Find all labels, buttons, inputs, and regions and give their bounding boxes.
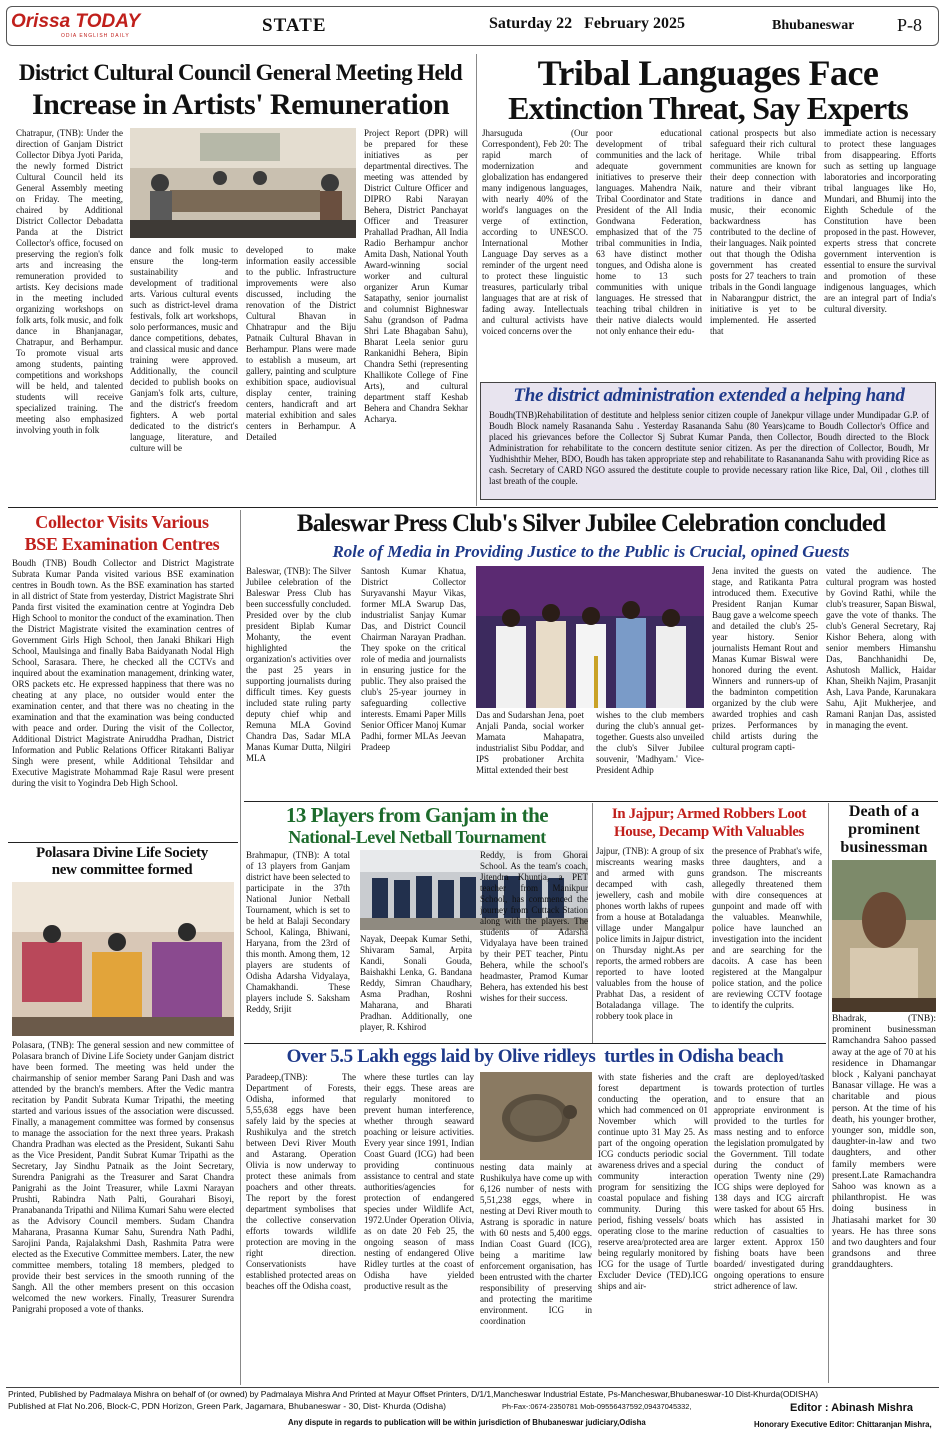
art8-headline1: In Jajpur; Armed Robbers Loot: [611, 806, 807, 822]
divider-left-vertical: [240, 510, 241, 1385]
art7-headline2: National-Level Netball Tournament: [288, 827, 546, 847]
art6-subhead: Role of Media in Providing Justice to the Public is Crucial, opined Guests: [332, 542, 850, 561]
art6-col5: Jena invited the guests on stage, and Ratikanta Patra introduced them. Executive President Ranjan Kumar Baug gave a welcome speech and detailed the club's 25-year history. Senior journalists Hemant Rout and Manas Kumar Biswal were honored during the event. Winners and runners-up of the badminton competition organized by the club were awarded trophies and cash prizes. Performances by child artists during the cultural program capti-: [712, 566, 818, 752]
footer-exec-editor: Honorary Executive Editor: Chittaranjan Mishra,: [754, 1420, 932, 1429]
art6-col1: Baleswar, (TNB): The Silver Jubilee celebration of the Baleswar Press Club has been successfully concluded. Presided over by the club president Biplab Kumar Mohanty, the event highlighted the organization's activities over the past 25 years in supporting journalists during difficult times. Key guests included state ruling party deputy chief whip and Remuna MLA Govind Chandra Das, Sadar MLA Manas Kumar Dutta, Nilgiri MLA: [246, 566, 351, 763]
art8-col1: Jajpur, (TNB): A group of six miscreants wearing masks and armed with guns decamped with cash, jewellery, cash and mobile phones worth lakhs of rupees from a house at Botaladanga village under Mangalpur police limits in Jajpur district, on Thursday night.As per reports, the armed robbers are reported to have looted valuables from the house of Prabhat Das, a resident of Botaladanga village. The robbery took place in: [596, 846, 704, 1021]
divider-lower: [244, 1043, 826, 1044]
art10-col1: Paradeep,(TNB): The Department of Forests, Odisha, informed that 5,55,638 eggs have been safely laid by the species at Rushikulya and the stretch between Devi River Mouth and Astarang. Operation Olivia is now underway to protect these animals from poachers and other threats. The report by the forest department symbolises that the collective conservation efforts towards wildlife protection are moving in the right direction. Conservationists have established protected areas on beaches off the Odisha coast,: [246, 1072, 356, 1291]
art10-col5: craft are deployed/tasked towards protection of turtles and to ensure that an appropriate environment is provided to the turtles for mass nesting and to enforce the legislation promulgated by the Government. Till todate during the conduct of operation Twenty nine (29) ICG ships were deployed for 138 days and ICG aircraft were tasked for about 65 Hrs. which has assisted in reduction of casualties to larger extent. Approx 150 fishing boats have been boarded/ investigated during ongoing operations to ensure strict adherence of law.: [714, 1072, 824, 1291]
art1-col1: Chatrapur, (TNB): Under the direction of Ganjam District Collector Dibya Jyoti Parida, the newly formed District Cultural Council held its General Assembly meeting on Friday. The meeting, chaired by Additional District Collector Debadatta Panda at the District Collector's office, focused on preserving the region's folk arts and increasing the remuneration provided to artists. Key decisions made in the meeting included organizing workshops on folk arts, folk music, and folk dance in Bhanjanagar, Chatrapur, and Berhampur. To promote visual arts among students, painting competitions and workshops will be held, and talented students will receive specialized training. The meeting also emphasized involving youth in folk: [16, 128, 123, 435]
art6-col2: Santosh Kumar Khatua, District Collector Suryavanshi Mayur Vikas, former MLA Swarup Das, industrialist Sanjay Kumar Das, and District Council Chairman Narayan Pradhan. They spoke on the critical role of media and journalists in ensuring justice for the public. They also praised the club's 25-year journey in safeguarding collective interests. Emami Paper Mills Senior Officer Manoj Kumar Padhi, former MLAs Jeevan Pradeep: [361, 566, 466, 752]
art2-col1: Jharsuguda (Our Correspondent), Feb 20: The rapid march of modernization and globalization has endangered many indigenous languages, with nearly 40% of the world's languages on the verge of extinction, according to UNESCO. International Mother Language Day serves as a reminder of the urgent need to protect these linguistic treasures, particularly tribal languages that are at risk of fading away. Intellectuals and cultural activists have voiced concerns over the: [482, 128, 588, 336]
art9-photo: [832, 860, 936, 1012]
art6-headline: Baleswar Press Club's Silver Jubilee Celebration concluded: [296, 510, 886, 537]
art5-photo: [12, 882, 234, 1036]
art3-box: [480, 382, 936, 500]
art2-col2: poor educational development of tribal communities and the lack of adequate government initiatives to preserve their languages. Mahendra Naik, Tribal Coordinator and State President of the All India Gondwana Federation, emphasized that of the 75 tribal communities in India, 63 have distinct mother tongues, and Odisha alone is home to 13 such communities with unique languages. He stressed that teaching tribal children in their native dialects would not only enhance their edu-: [596, 128, 702, 336]
art8-headline2: House, Decamp With Valuables: [614, 824, 804, 840]
divider-top-vertical: [476, 54, 477, 506]
art2-headline2: Extinction Threat, Say Experts: [508, 90, 908, 126]
divider-middle: [244, 801, 938, 802]
art10-col4: with state fisheries and the forest department is conducting the operation, which had commenced on 01 November which will continue upto 31 May 25. As part of the ongoing operation ICG conducts periodic social awareness drives and a special community interaction program for sensitizing the coastal populace and fishing community. During this period, fishing vessels/ boats operating close to the marine reserve area/protected area are being regularly monitored by ICG for the usage of Turtle Excluder Device (TED).ICG ships and air-: [598, 1072, 708, 1291]
art3-headline: The district administration extended a helping hand: [513, 385, 905, 406]
art5-headline2: new committee formed: [51, 862, 193, 878]
art1-col3: developed to make information easily accessible to the public. Infrastructure improvements were also discussed, including the renovation of the District Cultural Bhavan in Chhatrapur and the Biju Patnaik Cultural Bhavan in Berhampur. Plans were made to establish a museum, art gallery, painting and sculpture exhibition space, audiovisual display center, training centers, handicraft and art material exhibition and sales centers in Berhampur. A Detailed: [246, 245, 356, 442]
art3-body: Boudh(TNB)Rehabilitation of destitute and helpless senior citizen couple of Janekpur village under Mundipadar G.P. of Boudh Block namely Rasananda Sahu . Yesterday Rasananda Sahu (80 Years)came to Boudh Collector's Office and placed his grievances before the Collector Sj Subrat Kumar Panda, then Collector, Boudh directed to the Block Administration for rehabilitate to the concern destitute senior citizen. As per the direction of Collector, Boudh, Mr Yudhishthir Meher, BDO, Boudh has taken appropriate step and rehabilitate to Rasanananda Sahu with providing Rice as cash. Secretary of CARD NGO assured the destitute couple to provide necessary ration like Rice, Dal, Oil , clothes till last breath of the couple.: [489, 410, 929, 486]
art5-headline1: Polasara Divine Life Society: [36, 845, 208, 861]
art8-col2: the presence of Prabhat's wife, three daughters, and a grandson. The miscreants allegedly threatened them with dire consequences at gunpoint and made off with the valuables. Meanwhile, police have launched an investigation into the incident and are searching for the dacoits. A case has been registered at the Mangalpur police station, and the police are reviewing CCTV footage to identify the culprits.: [712, 846, 822, 1010]
art7-col2: Nayak, Deepak Kumar Sethi, Shivaram Samal, Arpita Kandi, Sonali Gouda, Baishakhi Lenka, G. Bandana Reddy, Simran Chaudhary, Asma Pradhan, Roshni Maharana, and Bharati Pradhan. Additionally, one player, R. Kshirod: [360, 934, 472, 1032]
art1-col2: dance and folk music to ensure the long-term sustainability and development of traditional arts. Various cultural events such as district-level drama festivals, folk art workshops, solo performances, music and dance competitions, debates, and classical music and dance training were approved. Additionally, the council decided to publish books on Ganjam's folk arts, culture, and the district's freedom fighters. A web portal dedicated to the district's language, literature, and culture will be: [130, 245, 238, 453]
art4-body: Boudh (TNB) Boudh Collector and District Magistrate Subrata Kumar Panda visited various BSE examination centres in Boudh town. As the BSE examination has started in all district of State from yesterday, District Magistrate Shri Panda first visited the examination centre at Yogindra Deb High School to monitor the conduct of the examination. Then the District Magistrate visited the examination centres of Government Girls High School, then Janaki Bhikari High School, Maulsinga and finally Baba Baidyanath Nodal High School, Sarasara. There, he checked all the CCTVs and inquired about the examination management, drinking water, ORS packets etc. He expressed happiness that there was no cheating at any place, no outsider would enter the examination center, and that there was no cheating in the examination and that the examination was being conducted with peace and order. During the visit of the Collector, Additional District Magistrate Aniruddha Pradhan, District Information and Public Relations Officer Ritakanti Baliyar Singh were present, while Additional Tehsildar and Executive Magistrate Mohammad Raje Rasul were present during the visit to Yogindra Deb High School.: [12, 558, 234, 788]
logo-text: Orissa TODAY: [11, 11, 141, 32]
art4-headline1: Collector Visits Various: [35, 512, 209, 532]
art5-body: Polasara, (TNB): The general session and new committee of Polasara branch of Divine Life Society under Ganjam district have been formed. The meeting was held under the chairmanship of senior member Sarang Pani Dash and was attended by the branch's members. After the Vedic mantra recitation by Pandit Subrata Kumar Tripathi, the meeting started and various issues of the association were discussed. Finally, a management committee was formed by consensus to manage the association for the next three years. Prakash Chandra Pradhan was elected as the President, Sukanti Sahu as the Vice President, Pandit Subrat Kumar Tripathi as the Secretary, Jay Sindhu Patnaik as the Joint Secretary, Surendra Panigrahi as the Treasurer and Sarat Chandra Panigrahi as the Joint Treasurer, while Laxmi Narayan Prushti, Rabindra Nath Palti, Gourahari Bisoyi, Pranabananda Tripathi and Nilima Kumari Sahu were elected as the Advisory Council members. Sudam Chandra Maharana, Prasanna Kumar Sahu, Surendra Nath Padhi, Sarojini Panda, Rajalakshmi Dash, Rashmita Patra were elected as the Executive Committee members. Later, the new committee members, totaling 18 members, pledged to provide their best services in the smooth running of the Sangh. All the other members present on this occasion welcomed the new workers. Finally, Treasurer Surendra Panigrahi proposed a vote of thanks.: [12, 1040, 234, 1314]
art1-photo: [130, 128, 356, 238]
art6-col4: wishes to the club members during the club's annual get-together. Guests also unveiled the club's Silver Jubilee souvenir, 'Madhyam.' Vice-President Adhip: [596, 710, 704, 775]
city-name: Bhubaneswar: [772, 18, 855, 33]
footer: [8, 1389, 938, 1441]
art1-headline1: District Cultural Council General Meeting Held: [18, 60, 463, 85]
footer-printer-line: Printed, Published by Padmalaya Mishra on behalf of (or owned) by Padmalaya Mishra And Printed at Mayur Offset Printers, D/1/1,Mancheswar Industrial Estate, Ps-Mancheswar,Bhubaneswar-10 Dist-Khurda(ODISHA): [8, 1389, 818, 1399]
art1-headline2: Increase in Artists' Remuneration: [31, 88, 450, 121]
art2-col4: immediate action is necessary to protect these languages from disappearing. Efforts such as setting up language laboratories and incorporating tribal languages like Ho, Mundari, and Bhumij into the Eighth Schedule of the Constitution have been proposed in the past. However, experts stress that concrete government intervention is essential to ensure the survival and promotion of these indigenous languages, which are an integral part of India's cultural diversity.: [824, 128, 936, 314]
art7-col1: Brahmapur, (TNB): A total of 13 players from Ganjam district have been selected to participate in the 37th National Junior Netball Tournament, which is set to be held at Balaji Secondary School, Kalinga, Bhiwani, Haryana, from the 23rd of this month. Among them, 12 players are students of Odisha Adarsha Vidyalaya, Chamakhandi. These players include S. Saksham Reddy, Srijit: [246, 850, 350, 1014]
footer-divider: [6, 1387, 939, 1388]
art6-col3: Das and Sudarshan Jena, poet Anjali Panda, social worker Mamata Mahapatra, industrialist Sibu Poddar, and IPS probationer Archita Mittal extended their best: [476, 710, 584, 775]
art6-photo: [476, 566, 704, 708]
art9-headline3: businessman: [840, 839, 928, 856]
footer-phone: Ph-Fax-:0674-2350781 Mob-09556437592,09437045332,: [502, 1402, 692, 1411]
divider-netball-jajpur: [592, 803, 593, 1043]
art10-headline: Over 5.5 Lakh eggs laid by Olive ridleys turtles in Odisha beach: [286, 1046, 784, 1067]
footer-jurisdiction: Any dispute in regards to publication will be within jurisdiction of Bhubaneswar judiciary,Odisha: [288, 1418, 646, 1427]
art6-col6: vated the audience. The cultural program was hosted by Govind Rathi, while the club's treasurer, Sapan Biswal, gave the vote of thanks. The club's General Secretary, Raj Kishor Behera, along with senior members Himanshu Das, Banchhanidhi De, Ashutosh Mallick, Haidar Khan, Sheikh Najim, Prasanjit Ash, Lava Pande, Karunakara Sahu, Ajit Mukherjee, and Ramani Ranjan Das, assisted in managing the event.: [826, 566, 936, 730]
footer-address-line: Published at Flat No.206, Block-C, PDN Horizon, Green Park, Jagamara, Bhubaneswar - 30, Dist- Khurda (Odisha): [8, 1401, 446, 1411]
art9-headline2: prominent: [848, 821, 920, 838]
page-number: P-8: [897, 15, 923, 35]
divider-upper: [8, 507, 938, 508]
footer-editor: Editor : Abinash Mishra: [790, 1402, 914, 1414]
logo: [11, 11, 161, 41]
art2-col3: cational prospects but also safeguard their rich cultural heritage. While tribal communities are known for their deep connection with nature and their vibrant traditions in dance and music, their economic backwardness has contributed to the decline of their languages. Naik pointed out that though the Odisha government has created posts for 27 teachers to train tribals in the Gondi language in Nabarangpur district, the initiative is yet to be implemented. He asserted that: [710, 128, 816, 336]
art9-body: Bhadrak, (TNB): prominent businessman Ramchandra Sahoo passed away at the age of 70 at his residence in Dhamangar block , Kalyani panchayat Banasar village. He was a charitable and pious person. At the time of his death, his younger brother, younger son, middle son, daughter-in-law and two daughters, and other family members were present.Late Ramachandra Sahoo was known as a philanthropist. He was doing business in Jhatiasahi market for 30 years. He has three sons and two daughters and four grandsons and three granddaughters.: [832, 1014, 936, 1271]
art10-col3: nesting data mainly at Rushikulya have come up with 6,126 number of nests with 5,51,238 eggs, where in nesting at Devi River mouth to Astrang is sporadic in nature with 60 nests and 5,400 eggs. Indian Coast Guard (ICG), being a maritime law enforcement organisation, has been entrusted with the charter responsibility of preserving and protecting the maritime environment. ICG in coordination: [480, 1162, 592, 1326]
art7-col3: Reddy, is from Ghorai School. As the team's coach, Jitendra Khuntia, a PET teacher from Manikpur School, has commenced the journey from Cuttack Station along with the players. The students of Adarsha Vidyalaya have been trained by their PET teacher, Pintu Behera, while the school's headmaster, Pramod Kumar Behera, has extended his best wishes for their success.: [480, 850, 588, 1003]
section-name: STATE: [262, 15, 327, 36]
art1-col4: Project Report (DPR) will be prepared for these initiatives as per departmental directives. The meeting was attended by District Culture Officer and DIPRO Rabi Narayan Behera, District Panchayat Officer and Treasurer Prahallad Pradhan, All India Radio Berhampur anchor Amita Dash, National Youth Award-winning social worker and cultural organizer Arun Kumar Satapathy, senior journalist and columnist Bighneswar Sahu (grandson of Padma Shri Late Bhagaban Sahu), Bharat Leela senior guru Rankanidhi Behera, Bipin Chandra Sethi (representing Khallikote College of Fine Arts), and cultural department staff Keshab Behera and Chandra Sekhar Acharya.: [364, 128, 468, 424]
art2-headline1: Tribal Languages Face: [537, 53, 879, 93]
logo-tagline: ODIA ENGLISH DAILY: [61, 33, 130, 39]
art7-headline1: 13 Players from Ganjam in the: [285, 803, 549, 827]
art9-headline1: Death of a: [848, 803, 920, 820]
issue-date: Saturday 22 February 2025: [489, 15, 685, 32]
art10-photo: [480, 1072, 592, 1160]
art10-col2: where these turtles can lay their eggs. These areas are regularly monitored to prevent human interference, whether through seaward poaching or leisure activities. Every year since 1991, Indian Coast Guard (ICG) had been providing continuous assistance to central and state authorities/agencies for protection of endangered species under Wildlife Act, 1972.Under Operation Olivia, as on date 20 Feb 25, the ongoing season of mass nesting of endangered Olive Ridley turtles at the coast of Odisha have yielded productive result as the: [364, 1072, 474, 1291]
masthead: [6, 6, 939, 46]
divider-left-1: [8, 842, 238, 843]
art4-headline2: BSE Examination Centres: [24, 534, 220, 554]
